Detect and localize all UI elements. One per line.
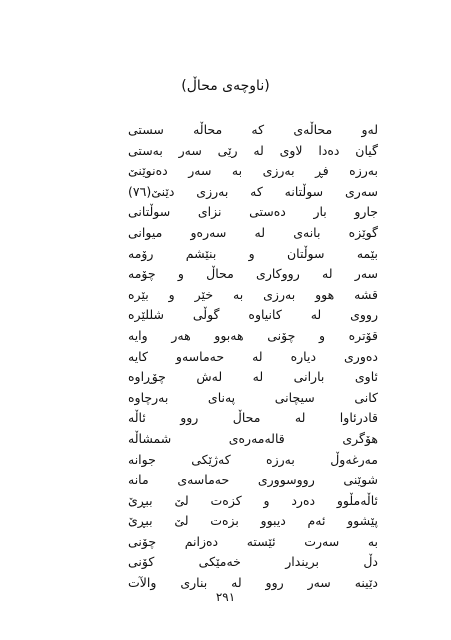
poem-line: جارو بار دەستی نزای سوڵتانی bbox=[128, 204, 378, 220]
poem-line: هۆگری قالەمەرەی شمشاڵە bbox=[128, 430, 378, 446]
poem-line: کانی سیچانی پەنای بەرچاوە bbox=[128, 389, 378, 405]
poem-line: قۆترە و چۆنی هەبوو هەر وایە bbox=[128, 327, 378, 343]
poem-line: مەرغەوڵ بەرزە کەژێکی جوانە bbox=[128, 451, 378, 467]
poem-line: قشە هوو بەرزی بە خێر و بێرە bbox=[128, 286, 378, 302]
poem-line: رووی لە کانیاوە گوڵی شللێرە bbox=[128, 307, 378, 323]
poem-line: دێینە سەر روو لە بناری والآت bbox=[128, 575, 378, 591]
poem-line: قادرئاوا لە محاڵ روو ئاڵە bbox=[128, 410, 378, 426]
poem-line: بێمە سوڵتان و بنێشم رۆمە bbox=[128, 245, 378, 261]
poem-line: سەر لە رووکاری محاڵ و چۆمە bbox=[128, 266, 378, 282]
poem-line: گوێزە بانەی لە سەرەو میوانی bbox=[128, 224, 378, 240]
poem-title: (ناوچەی محاڵ) bbox=[181, 78, 270, 94]
poem-line: دڵ بریندار خەمێکی کۆنی bbox=[128, 554, 378, 570]
poem-line: شوێنی رووسووری حەماسەی مانە bbox=[128, 472, 378, 488]
poem-line: بە سەرت ئێستە دەزانم چۆنی bbox=[128, 533, 378, 549]
poem-line: ئاوی بارانی لە لەش چۆڕاوە bbox=[128, 369, 378, 385]
poem-line: دەوری دیارە لە حەماسەو کایە bbox=[128, 348, 378, 364]
poem-line: لەو محاڵەی کە محاڵە سستی bbox=[128, 122, 378, 137]
poem-line: ئاڵەمڵوو دەرد و کزەت لێ ببڕێ bbox=[128, 492, 378, 508]
poem-line: گیان دەدا لاوی لە رێی سەر بەستی bbox=[128, 142, 378, 158]
poem-line: پێشوو ئەم دیبوو بزەت لێ ببڕێ bbox=[128, 513, 378, 529]
page-number: ٢٩١ bbox=[215, 590, 236, 604]
poem-body bbox=[128, 120, 378, 594]
poem-line: سەری سوڵتانە کە بەرزی دێنێ(٧٦) bbox=[128, 183, 378, 199]
poem-line: بەرزە فڕ بەرزی بە سەر دەنوێنێ bbox=[128, 163, 378, 179]
